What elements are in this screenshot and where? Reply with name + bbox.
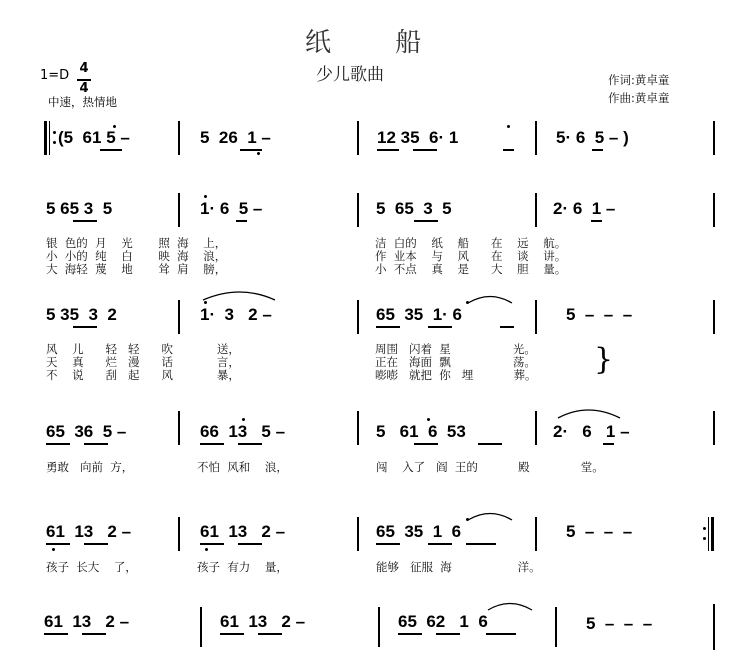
measure-4: 5· 6 5 – ) bbox=[556, 128, 629, 147]
measure-16: 2· 6 1 – bbox=[553, 422, 630, 441]
song-subtitle: 少儿歌曲 bbox=[316, 65, 384, 85]
lyric-line: 不怕 风和 浪， bbox=[197, 460, 288, 474]
lyric-verse-2: 小 小的 纯 白 映 海 浪， bbox=[46, 249, 227, 263]
measure-15: 5 61 6 53 bbox=[376, 422, 466, 441]
measure-6: 1· 6 5 – bbox=[200, 199, 263, 218]
measure-1: (5 61 5 – bbox=[58, 128, 130, 147]
lyric-line: 勇敢 向前 方， bbox=[46, 460, 134, 474]
measure-13: 65 36 5 – bbox=[46, 422, 127, 441]
measure-10: 1· 3 2 – bbox=[200, 305, 272, 324]
measure-14: 66 13 5 – bbox=[200, 422, 286, 441]
lyric-verse-2: 正在 海面 飘 荡。 bbox=[375, 355, 536, 369]
measure-19: 65 35 1 6 bbox=[376, 522, 462, 541]
measure-9: 5 35 3 2 bbox=[46, 305, 117, 324]
composer-credit: 作曲:黄卓童 bbox=[608, 91, 670, 105]
measure-17: 61 13 2 – bbox=[46, 522, 132, 541]
lyric-verse-1: 风 儿 轻 轻 吹 送， bbox=[46, 342, 240, 356]
tempo-marking: 中速，热情地 bbox=[48, 95, 117, 109]
measure-11: 65 35 1· 6 bbox=[376, 305, 463, 324]
lyric-verse-1: 银 色的 月 光 照 海 上， bbox=[46, 236, 227, 250]
slur bbox=[468, 514, 512, 521]
lyric-line: 能够 征服 海 洋。 bbox=[376, 560, 541, 574]
measure-3: 12 35 6· 1 bbox=[377, 128, 459, 147]
lyric-brace: } bbox=[594, 342, 614, 377]
measure-20: 5 – – – bbox=[566, 522, 633, 541]
time-signature-top: 4 bbox=[79, 61, 89, 76]
measure-24: 5 – – – bbox=[586, 614, 653, 633]
key-signature: 1=D bbox=[40, 68, 70, 83]
slur bbox=[468, 297, 512, 304]
measure-18: 61 13 2 – bbox=[200, 522, 286, 541]
measure-21: 61 13 2 – bbox=[44, 612, 130, 631]
time-signature-bottom: 4 bbox=[79, 81, 89, 96]
measure-2: 5 26 1 – bbox=[200, 128, 271, 147]
song-title: 纸 船 bbox=[305, 28, 450, 58]
slur bbox=[203, 292, 275, 300]
measure-8: 2· 6 1 – bbox=[553, 199, 616, 218]
lyric-verse-2: 天 真 烂 漫 话 言， bbox=[46, 355, 240, 369]
measure-22: 61 13 2 – bbox=[220, 612, 306, 631]
measure-23: 65 62 1 6 bbox=[398, 612, 488, 631]
lyric-verse-3: 大 海轻 蔑 地 耸 肩 膀， bbox=[46, 262, 227, 276]
measure-5: 5 65 3 5 bbox=[46, 199, 113, 218]
lyric-verse-1: 周围 闪着 星 光。 bbox=[375, 342, 536, 356]
lyric-verse-2: 作 业本 与 风 在 谈 讲。 bbox=[375, 249, 567, 263]
lyric-verse-1: 洁 白的 纸 船 在 远 航。 bbox=[375, 236, 567, 250]
measure-12: 5 – – – bbox=[566, 305, 633, 324]
lyric-line: 孩子 有力 量， bbox=[197, 560, 288, 574]
lyricist-credit: 作词:黄卓童 bbox=[608, 73, 670, 87]
lyric-verse-3: 嘭嘭 就把 你 埋 葬。 bbox=[375, 368, 537, 382]
lyric-line: 闯 入了 阎 王的 殿 堂。 bbox=[376, 460, 604, 474]
lyric-verse-3: 小 不点 真 是 大 胆 量。 bbox=[375, 262, 567, 276]
measure-7: 5 65 3 5 bbox=[376, 199, 452, 218]
lyric-verse-3: 不 说 刮 起 风 暴， bbox=[46, 368, 240, 382]
slur bbox=[558, 410, 620, 418]
lyric-line: 孩子 长大 了， bbox=[46, 560, 137, 574]
slur bbox=[488, 604, 532, 611]
